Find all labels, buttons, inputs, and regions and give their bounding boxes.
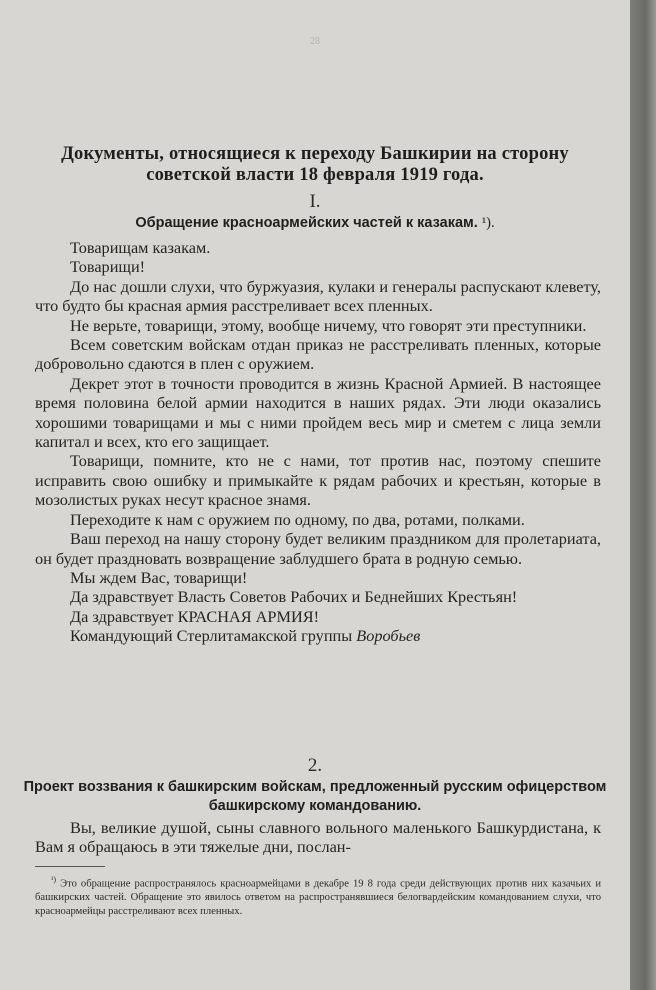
document-title: Документы, относящиеся к переходу Башкирии на сторону советской власти 18 февраля 1919 года. <box>61 144 569 185</box>
signature-title: Командующий Стерлитамакской группы <box>70 626 353 646</box>
paragraph: Мы ждем Вас, товарищи! <box>70 567 248 587</box>
page-edge-shadow <box>630 0 656 990</box>
paragraph: До нас дошли слухи, что буржуазия, кулаки и генералы распускают клевету, что будто бы красная армия расстреливает всех пленных. <box>35 276 601 316</box>
paragraph: Декрет этот в точности проводится в жизнь Красной Армией. В настоящее время половина белой армии находится в наших рядах. Эти люди оказались хорошими товарищами и мы с ними пройдем весь мир и сметем с лица земли капитал и всех, кто его защищает. <box>35 373 601 452</box>
page-number: 28 <box>310 36 320 47</box>
paragraph: Товарищи! <box>70 257 146 277</box>
footnote-mark: ¹) <box>51 875 57 884</box>
footnote-reference[interactable]: ¹). <box>481 215 495 231</box>
section-2-heading: Проект воззвания к башкирским войскам, предложенный русским офицерством башкирскому командованию. <box>23 779 607 814</box>
paragraph: Вы, великие душой, сыны славного вольного маленького Башкурдистана, к Вам я обращаюсь в эти тяжелые дни, послан- <box>35 818 601 857</box>
paragraph: Товарищи, помните, кто не с нами, тот против нас, поэтому спешите исправить свою ошибку и примыкайте к рядам рабочих и крестьян, которые в мозолистых руках несут красное знамя. <box>35 451 601 510</box>
paragraph: Да здравствует Власть Советов Рабочих и Беднейших Крестьян! <box>70 587 518 607</box>
footnote-divider <box>35 866 105 867</box>
section-1-body <box>35 238 601 646</box>
section-1-heading <box>20 214 610 233</box>
paragraph: Товарищам казакам. <box>70 238 211 257</box>
paragraph: Всем советским войскам отдан приказ не расстреливать пленных, которые добровольно сдаются в плен с оружием. <box>35 335 601 374</box>
paragraph: Ваш переход на нашу сторону будет великим праздником для пролетариата, он будет праздновать возвращение заблудшего брата в родную семью. <box>35 529 601 568</box>
footnote-text: Это обращение распространялось красноармейцами в декабре 19 8 года среди действующих против них казачьих и башкирских частей. Обращение это явилось ответом на распространявшиеся белогвардейским командованием слухи, что красноармейцы расстреливают всех пленных. <box>35 878 601 917</box>
section-2-number: 2. <box>307 755 323 776</box>
signature-name: Воробьев <box>356 626 421 646</box>
footnote <box>35 873 601 918</box>
paragraph: Да здравствует КРАСНАЯ АРМИЯ! <box>70 606 320 626</box>
section-2-body <box>35 818 601 857</box>
paragraph: Не верьте, товарищи, этому, вообще ничему, что говорят эти преступники. <box>70 315 587 335</box>
signature-line <box>35 626 601 645</box>
section-1-number: I. <box>309 191 321 212</box>
paragraph: Переходите к нам с оружием по одному, по два, ротами, полками. <box>70 509 525 529</box>
section-1-heading-text: Обращение красноармейских частей к казакам. <box>135 215 478 231</box>
